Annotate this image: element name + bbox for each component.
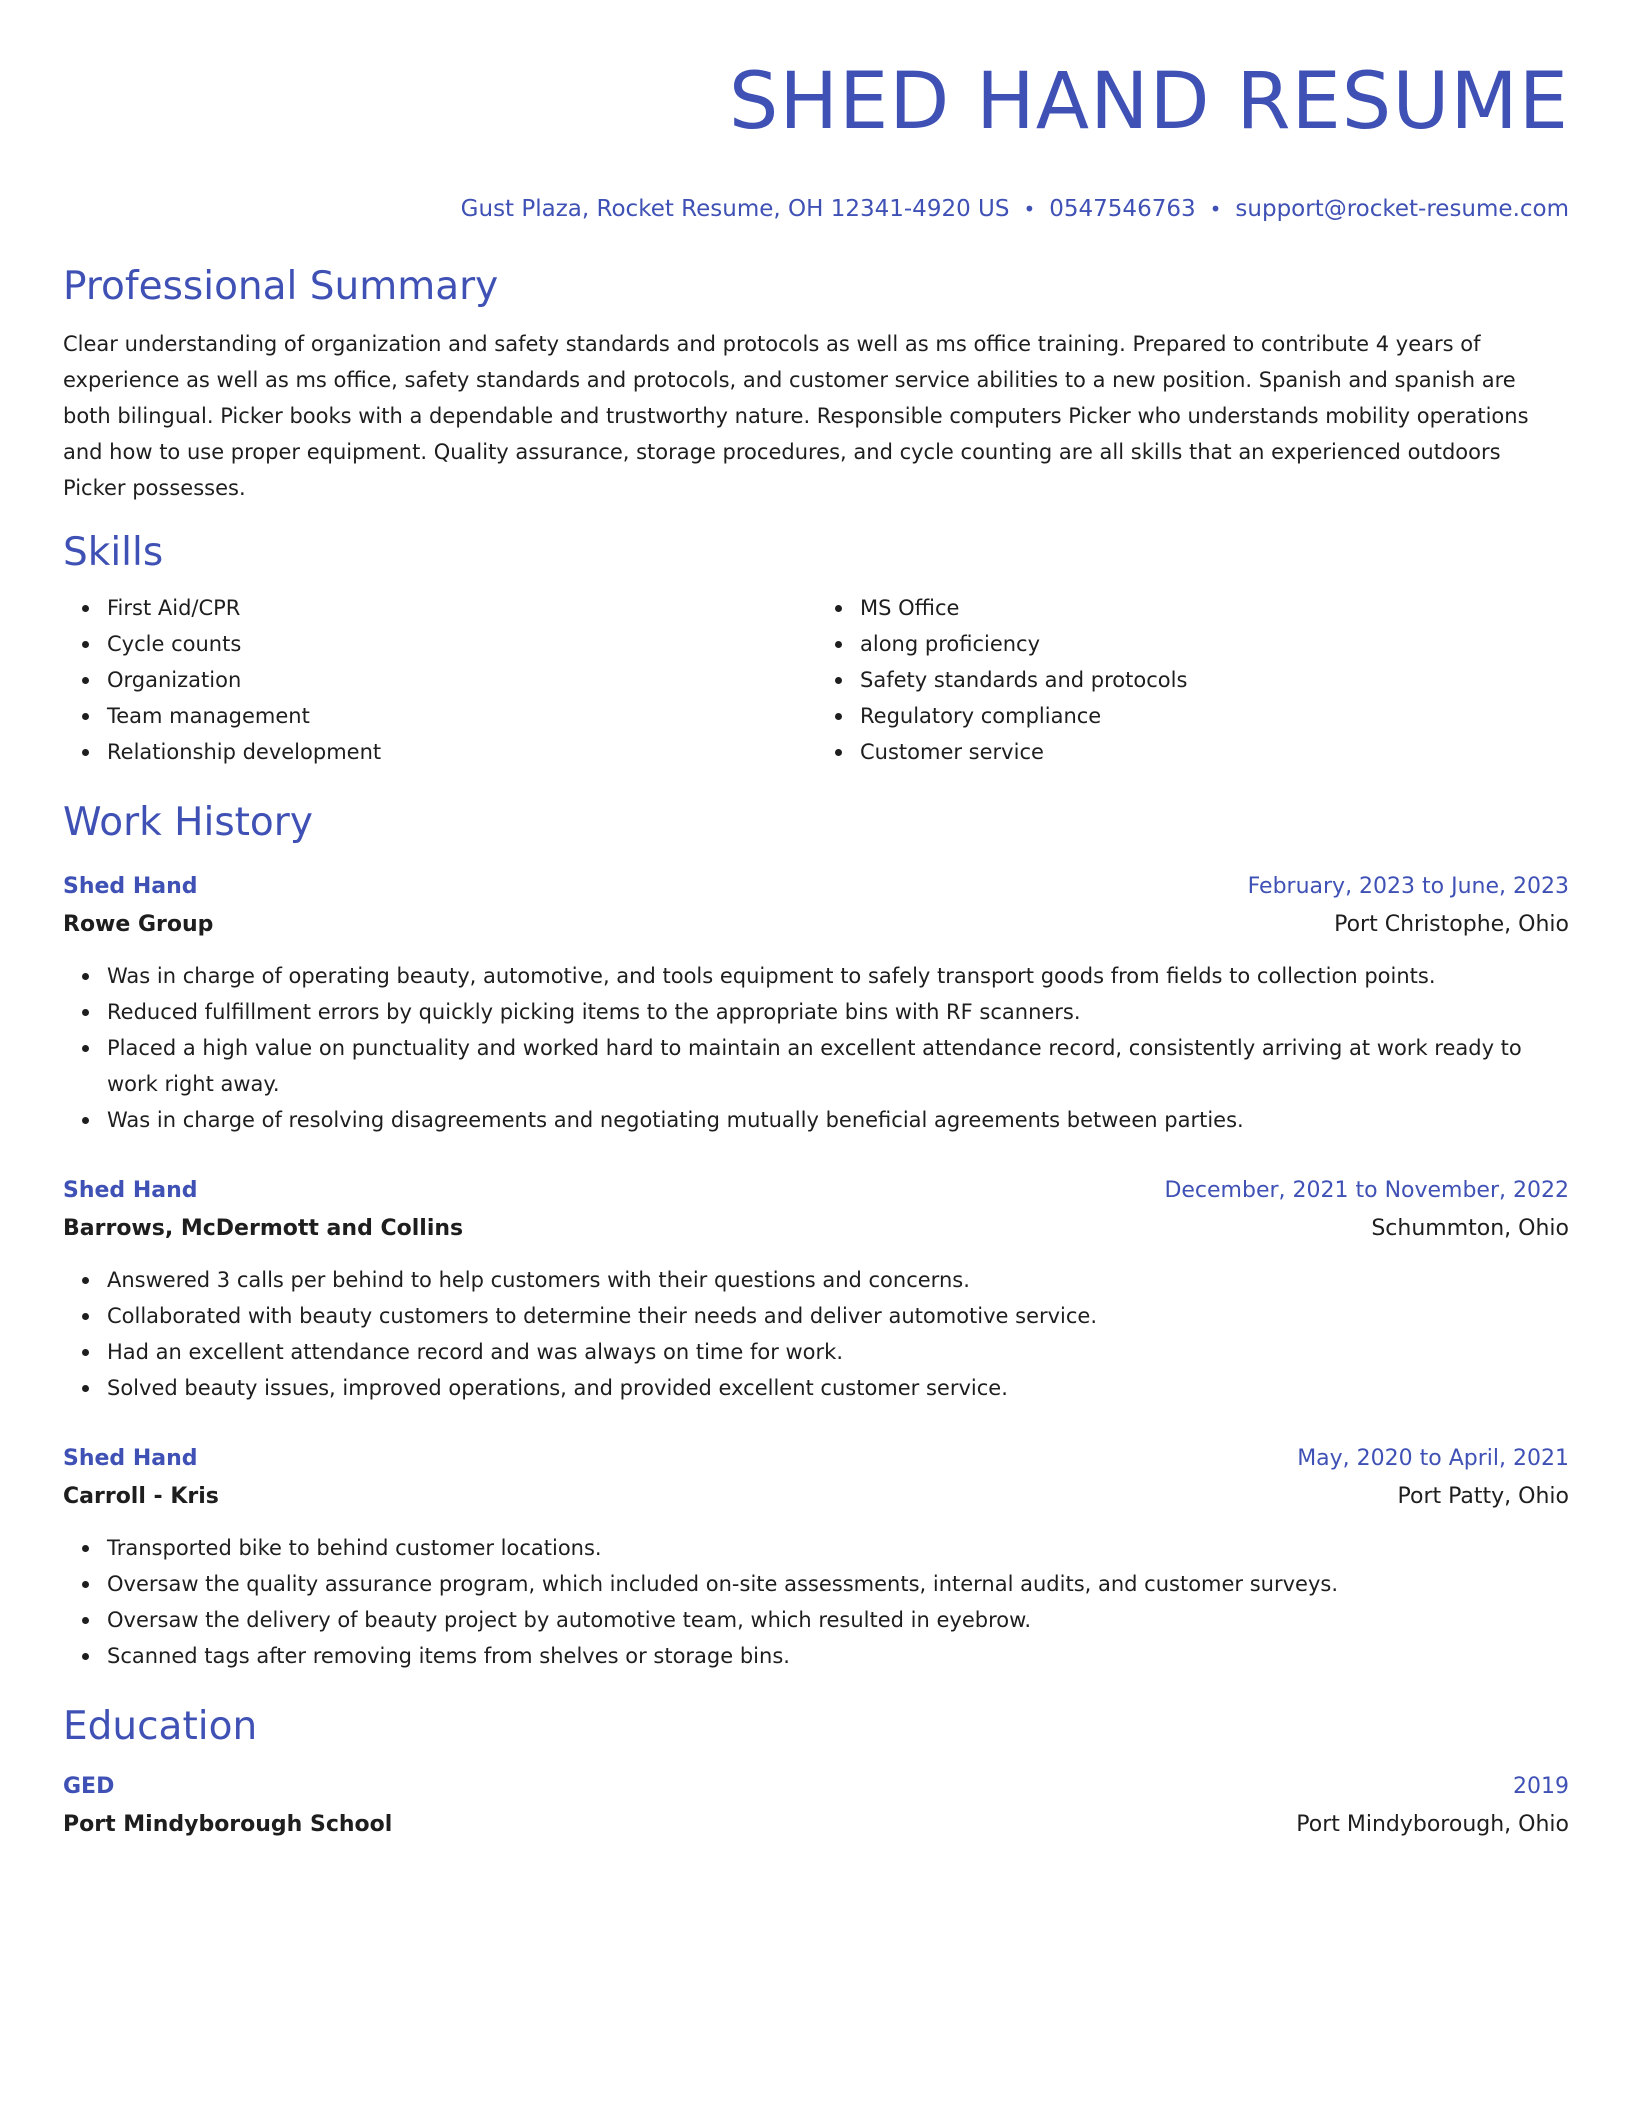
job-company-row (63, 906, 1569, 944)
job-entry (63, 868, 1569, 1138)
job-bullet: Had an excellent attendance record and was always on time for work. (107, 1334, 1569, 1370)
skills-grid (63, 590, 1569, 770)
resume-header (63, 0, 1569, 224)
job-entry (63, 1440, 1569, 1674)
skill-item: MS Office (860, 590, 1569, 626)
education-heading: Education (63, 1704, 258, 1749)
contact-separator: • (1209, 197, 1222, 221)
skill-item: Relationship development (107, 734, 816, 770)
skills-column-right (816, 590, 1569, 770)
job-location: Port Patty, Ohio (1397, 1484, 1569, 1509)
work-history-section (63, 798, 1569, 1674)
job-title: Shed Hand (63, 874, 198, 899)
job-bullet: Scanned tags after removing items from shelves or storage bins. (107, 1638, 1569, 1674)
education-location: Port Mindyborough, Ohio (1296, 1812, 1569, 1837)
skill-item: Team management (107, 698, 816, 734)
education-school: Port Mindyborough School (63, 1812, 393, 1837)
skills-column-left (63, 590, 816, 770)
job-bullet: Oversaw the delivery of beauty project by automotive team, which resulted in eyebrow. (107, 1602, 1569, 1638)
work-history-heading: Work History (63, 800, 313, 845)
contact-email: support@rocket-resume.com (1235, 196, 1569, 222)
education-degree-row (63, 1768, 1569, 1806)
job-bullets (63, 1530, 1569, 1674)
job-title-row (63, 1172, 1569, 1210)
job-title: Shed Hand (63, 1446, 198, 1471)
job-entry (63, 1172, 1569, 1406)
education-school-row (63, 1806, 1569, 1844)
job-company: Carroll - Kris (63, 1484, 219, 1509)
skills-heading: Skills (63, 530, 164, 575)
job-bullet: Was in charge of resolving disagreements and negotiating mutually beneficial agreements between parties. (107, 1102, 1569, 1138)
job-dates: December, 2021 to November, 2022 (1164, 1178, 1569, 1203)
skill-item: Organization (107, 662, 816, 698)
job-location: Port Christophe, Ohio (1334, 912, 1569, 937)
contact-line (63, 194, 1569, 224)
summary-heading: Professional Summary (63, 264, 499, 309)
skill-item: Customer service (860, 734, 1569, 770)
education-entry (63, 1768, 1569, 1844)
job-bullets (63, 1262, 1569, 1406)
summary-text: Clear understanding of organization and safety standards and protocols as well as ms office training. Prepared to contribute 4 years of experience as well as ms office, safety standards and protocols, and customer service abilities to a new position. Spanish and spanish are both bilingual. Picker books with a dependable and trustworthy nature. Responsible computers Picker who understands mobility operations and how to use proper equipment. Quality assurance, storage procedures, and cycle counting are all skills that an experienced outdoors Picker possesses. (63, 332, 1529, 500)
job-bullet: Answered 3 calls per behind to help customers with their questions and concerns. (107, 1262, 1569, 1298)
job-title-row (63, 1440, 1569, 1478)
summary-section (63, 262, 1569, 506)
education-section (63, 1702, 1569, 1844)
education-year: 2019 (1513, 1774, 1569, 1799)
job-company: Barrows, McDermott and Collins (63, 1216, 464, 1241)
skill-item: Regulatory compliance (860, 698, 1569, 734)
job-bullet: Was in charge of operating beauty, automotive, and tools equipment to safely transport goods from fields to collection points. (107, 958, 1569, 994)
skill-item: Cycle counts (107, 626, 816, 662)
job-bullets (63, 958, 1569, 1138)
job-dates: May, 2020 to April, 2021 (1297, 1446, 1569, 1471)
resume-name: SHED HAND RESUME (728, 57, 1569, 147)
job-bullet: Placed a high value on punctuality and worked hard to maintain an excellent attendance record, consistently arriving at work ready to work right away. (107, 1030, 1569, 1102)
job-bullet: Collaborated with beauty customers to determine their needs and deliver automotive service. (107, 1298, 1569, 1334)
skills-section (63, 528, 1569, 770)
contact-address: Gust Plaza, Rocket Resume, OH 12341-4920 US (460, 196, 1010, 222)
job-company-row (63, 1210, 1569, 1248)
job-bullet: Reduced fulfillment errors by quickly picking items to the appropriate bins with RF scanners. (107, 994, 1569, 1030)
skill-item: along proficiency (860, 626, 1569, 662)
job-title-row (63, 868, 1569, 906)
job-company: Rowe Group (63, 912, 214, 937)
job-dates: February, 2023 to June, 2023 (1247, 874, 1569, 899)
job-bullet: Solved beauty issues, improved operations, and provided excellent customer service. (107, 1370, 1569, 1406)
job-location: Schummton, Ohio (1371, 1216, 1569, 1241)
job-bullet: Transported bike to behind customer locations. (107, 1530, 1569, 1566)
job-title: Shed Hand (63, 1178, 198, 1203)
skill-item: Safety standards and protocols (860, 662, 1569, 698)
contact-separator: • (1023, 197, 1036, 221)
contact-phone: 0547546763 (1049, 196, 1196, 222)
education-degree: GED (63, 1774, 115, 1799)
skill-item: First Aid/CPR (107, 590, 816, 626)
job-bullet: Oversaw the quality assurance program, which included on-site assessments, internal audits, and customer surveys. (107, 1566, 1569, 1602)
job-company-row (63, 1478, 1569, 1516)
